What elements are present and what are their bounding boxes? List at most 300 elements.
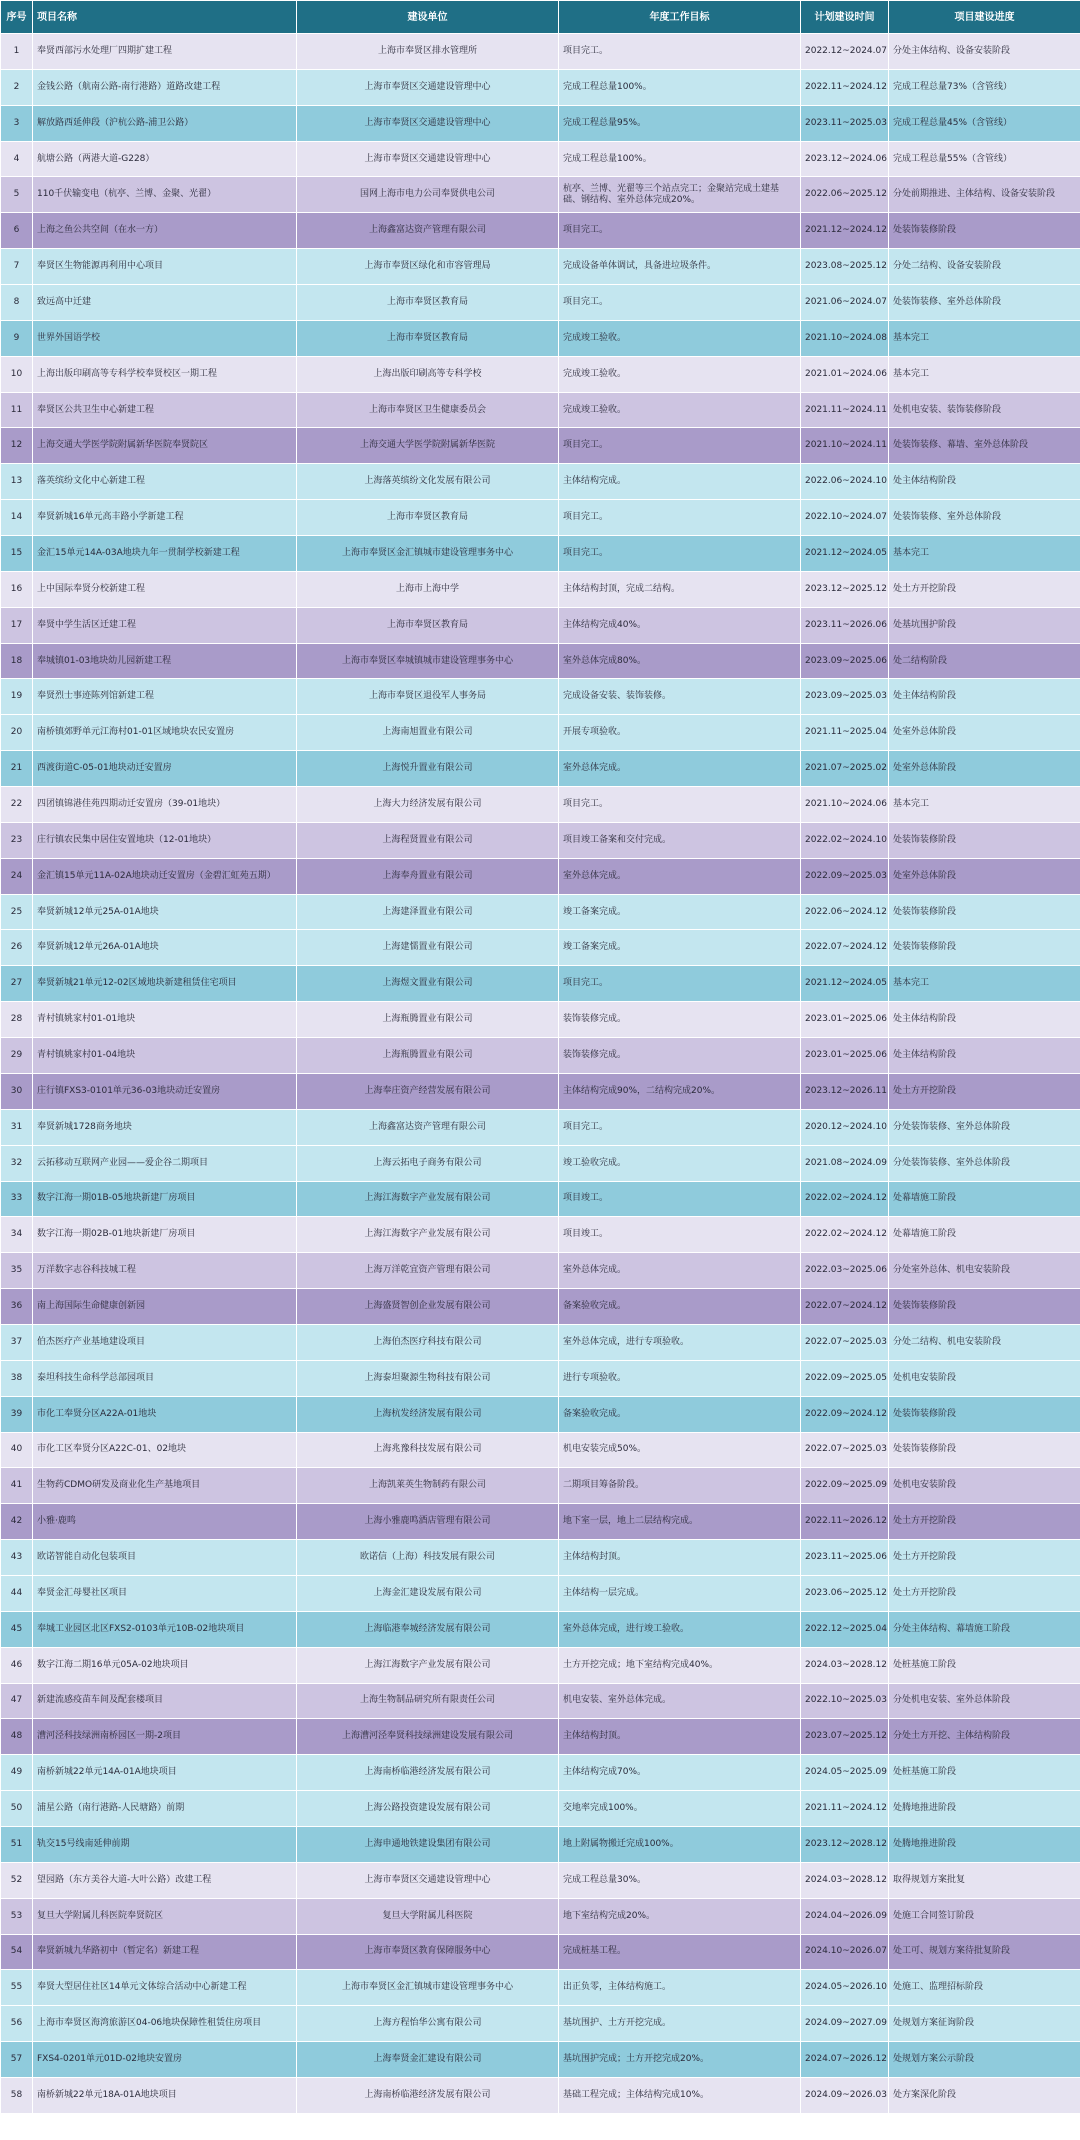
cell-project-name: 奉贤新城12单元25A-01A地块 [33,894,297,930]
table-row [1,607,1080,643]
cell-planned-time: 2022.11~2026.12 [801,1504,889,1540]
table-row [1,930,1080,966]
cell-progress: 分处主体结构、设备安装阶段 [889,34,1080,70]
cell-builder-unit: 上海云拓电子商务有限公司 [297,1145,559,1181]
table-row [1,1826,1080,1862]
cell-builder-unit: 上海市奉贤区交通建设管理中心 [297,105,559,141]
cell-progress: 处装饰装修阶段 [889,930,1080,966]
cell-planned-time: 2024.05~2026.10 [801,1970,889,2006]
cell-project-name: 泰坦科技生命科学总部园项目 [33,1360,297,1396]
cell-progress: 处装饰装修阶段 [889,822,1080,858]
cell-annual-goal: 备案验收完成。 [559,1289,801,1325]
table-row [1,69,1080,105]
cell-planned-time: 2022.09~2024.12 [801,1396,889,1432]
table-row [1,1683,1080,1719]
cell-project-name: 伯杰医疗产业基地建设项目 [33,1324,297,1360]
cell-planned-time: 2023.12~2024.06 [801,141,889,177]
table-row [1,1791,1080,1827]
cell-progress: 处幕墙施工阶段 [889,1217,1080,1253]
cell-planned-time: 2023.09~2025.03 [801,679,889,715]
table-row [1,2006,1080,2042]
cell-planned-time: 2023.01~2025.06 [801,1038,889,1074]
cell-planned-time: 2024.09~2026.03 [801,2077,889,2113]
cell-builder-unit: 上海杭发经济发展有限公司 [297,1396,559,1432]
cell-annual-goal: 地下室结构完成20%。 [559,1898,801,1934]
cell-row-index: 10 [1,356,33,392]
table-row [1,1934,1080,1970]
cell-builder-unit: 上海大力经济发展有限公司 [297,787,559,823]
cell-row-index: 4 [1,141,33,177]
cell-progress: 分处土方开挖、主体结构阶段 [889,1719,1080,1755]
cell-builder-unit: 上海市奉贤区排水管理所 [297,34,559,70]
table-row [1,2077,1080,2113]
cell-annual-goal: 竣工备案完成。 [559,894,801,930]
cell-planned-time: 2023.01~2025.06 [801,1002,889,1038]
cell-progress: 处二结构阶段 [889,643,1080,679]
cell-annual-goal: 主体结构封顶，完成二结构。 [559,571,801,607]
cell-progress: 处规划方案征询阶段 [889,2006,1080,2042]
cell-annual-goal: 基坑围护完成；土方开挖完成20%。 [559,2042,801,2078]
cell-row-index: 13 [1,464,33,500]
table-row [1,1970,1080,2006]
cell-planned-time: 2021.01~2024.06 [801,356,889,392]
cell-builder-unit: 上海市奉贤区金汇镇城市建设管理事务中心 [297,1970,559,2006]
cell-row-index: 36 [1,1289,33,1325]
cell-row-index: 19 [1,679,33,715]
cell-builder-unit: 上海建泽置业有限公司 [297,894,559,930]
cell-builder-unit: 上海鑫富达资产管理有限公司 [297,1109,559,1145]
cell-planned-time: 2023.11~2025.03 [801,105,889,141]
cell-row-index: 53 [1,1898,33,1934]
cell-row-index: 35 [1,1253,33,1289]
table-row [1,536,1080,572]
cell-planned-time: 2024.09~2027.09 [801,2006,889,2042]
cell-builder-unit: 上海金汇建设发展有限公司 [297,1575,559,1611]
cell-planned-time: 2021.10~2024.11 [801,428,889,464]
cell-project-name: 奉贤区生物能源再利用中心项目 [33,249,297,285]
table-row [1,1217,1080,1253]
cell-annual-goal: 室外总体完成。 [559,858,801,894]
cell-annual-goal: 机电安装完成50%。 [559,1432,801,1468]
table-body [1,34,1080,2114]
cell-project-name: 金汇镇15单元11A-02A地块动迁安置房（金碧汇虹苑五期） [33,858,297,894]
cell-annual-goal: 室外总体完成，进行竣工验收。 [559,1611,801,1647]
table-row [1,858,1080,894]
cell-row-index: 12 [1,428,33,464]
cell-builder-unit: 上海生物制品研究所有限责任公司 [297,1683,559,1719]
table-row [1,1253,1080,1289]
cell-planned-time: 2022.06~2025.12 [801,177,889,213]
table-row [1,392,1080,428]
cell-annual-goal: 项目竣工。 [559,1217,801,1253]
cell-progress: 分处装饰装修、室外总体阶段 [889,1109,1080,1145]
cell-planned-time: 2022.02~2024.10 [801,822,889,858]
cell-project-name: 庄行镇FXS3-0101单元36-03地块动迁安置房 [33,1073,297,1109]
cell-annual-goal: 完成设备安装、装饰装修。 [559,679,801,715]
cell-annual-goal: 交地率完成100%。 [559,1791,801,1827]
cell-row-index: 50 [1,1791,33,1827]
cell-project-name: 庄行镇农民集中居住安置地块（12-01地块） [33,822,297,858]
cell-progress: 取得规划方案批复 [889,1862,1080,1898]
cell-project-name: 110千伏输变电（杭亭、兰博、金聚、光翟） [33,177,297,213]
table-row [1,1145,1080,1181]
cell-annual-goal: 二期项目筹备阶段。 [559,1468,801,1504]
cell-progress: 基本完工 [889,320,1080,356]
cell-project-name: 小雅·鹿鸣 [33,1504,297,1540]
cell-row-index: 33 [1,1181,33,1217]
cell-project-name: 奉贤新城21单元12-02区域地块新建租赁住宅项目 [33,966,297,1002]
cell-annual-goal: 完成工程总量30%。 [559,1862,801,1898]
cell-row-index: 30 [1,1073,33,1109]
cell-builder-unit: 欧诺信（上海）科技发展有限公司 [297,1540,559,1576]
cell-annual-goal: 主体结构一层完成。 [559,1575,801,1611]
table-row [1,1504,1080,1540]
cell-project-name: 奉贤中学生活区迁建工程 [33,607,297,643]
cell-row-index: 6 [1,213,33,249]
table-row [1,1360,1080,1396]
cell-annual-goal: 基础工程完成；主体结构完成10%。 [559,2077,801,2113]
cell-row-index: 26 [1,930,33,966]
cell-row-index: 25 [1,894,33,930]
cell-progress: 处主体结构阶段 [889,1002,1080,1038]
cell-annual-goal: 杭亭、兰博、光翟等三个站点完工；金聚站完成土建基础、钢结构、室外总体完成20%。 [559,177,801,213]
cell-builder-unit: 上海奉贤金汇建设有限公司 [297,2042,559,2078]
table-row [1,320,1080,356]
cell-project-name: 金汇15单元14A-03A地块九年一贯制学校新建工程 [33,536,297,572]
table-row [1,1862,1080,1898]
cell-row-index: 28 [1,1002,33,1038]
cell-row-index: 32 [1,1145,33,1181]
cell-builder-unit: 上海泰坦聚源生物科技有限公司 [297,1360,559,1396]
cell-annual-goal: 地上附属物搬迁完成100%。 [559,1826,801,1862]
cell-annual-goal: 完成桩基工程。 [559,1934,801,1970]
table-row [1,715,1080,751]
cell-row-index: 58 [1,2077,33,2113]
cell-builder-unit: 上海万洋乾宜资产管理有限公司 [297,1253,559,1289]
cell-planned-time: 2023.12~2026.11 [801,1073,889,1109]
table-row [1,500,1080,536]
cell-row-index: 24 [1,858,33,894]
cell-planned-time: 2021.11~2024.12 [801,1791,889,1827]
cell-row-index: 14 [1,500,33,536]
table-row [1,213,1080,249]
cell-builder-unit: 上海悦升置业有限公司 [297,751,559,787]
cell-project-name: 落英缤纷文化中心新建工程 [33,464,297,500]
cell-planned-time: 2024.04~2026.09 [801,1898,889,1934]
cell-planned-time: 2023.06~2025.12 [801,1575,889,1611]
cell-builder-unit: 上海交通大学医学院附属新华医院 [297,428,559,464]
table-row [1,1611,1080,1647]
cell-planned-time: 2021.11~2025.04 [801,715,889,751]
table-row [1,966,1080,1002]
cell-row-index: 3 [1,105,33,141]
cell-builder-unit: 上海市奉贤区金汇镇城市建设管理事务中心 [297,536,559,572]
cell-row-index: 31 [1,1109,33,1145]
cell-annual-goal: 项目完工。 [559,966,801,1002]
table-row [1,249,1080,285]
cell-planned-time: 2022.06~2024.12 [801,894,889,930]
cell-progress: 处室外总体阶段 [889,858,1080,894]
cell-progress: 处土方开挖阶段 [889,1073,1080,1109]
cell-progress: 分处室外总体、机电安装阶段 [889,1253,1080,1289]
cell-project-name: 奉贤大型居住社区14单元文体综合活动中心新建工程 [33,1970,297,2006]
cell-project-name: 上海交通大学医学院附属新华医院奉贤院区 [33,428,297,464]
cell-builder-unit: 上海临港奉城经济发展有限公司 [297,1611,559,1647]
table-row [1,1719,1080,1755]
cell-progress: 处主体结构阶段 [889,1038,1080,1074]
cell-project-name: 万洋数字志谷科技城工程 [33,1253,297,1289]
cell-row-index: 42 [1,1504,33,1540]
cell-row-index: 16 [1,571,33,607]
cell-builder-unit: 上海凯莱英生物制药有限公司 [297,1468,559,1504]
cell-progress: 完成工程总量45%（含管线） [889,105,1080,141]
table-row [1,356,1080,392]
cell-progress: 处基坑围护阶段 [889,607,1080,643]
cell-project-name: 西渡街道C-05-01地块动迁安置房 [33,751,297,787]
cell-builder-unit: 复旦大学附属儿科医院 [297,1898,559,1934]
cell-planned-time: 2024.05~2025.09 [801,1755,889,1791]
table-row [1,1898,1080,1934]
cell-planned-time: 2022.07~2025.03 [801,1324,889,1360]
cell-annual-goal: 装饰装修完成。 [559,1002,801,1038]
cell-project-name: 航塘公路（两港大道-G228） [33,141,297,177]
cell-progress: 处装饰装修阶段 [889,894,1080,930]
table-row [1,643,1080,679]
table-row [1,679,1080,715]
cell-annual-goal: 基坑围护、土方开挖完成。 [559,2006,801,2042]
cell-planned-time: 2022.07~2024.12 [801,1289,889,1325]
cell-annual-goal: 完成工程总量100%。 [559,69,801,105]
table-row [1,464,1080,500]
cell-progress: 处装饰装修阶段 [889,213,1080,249]
cell-builder-unit: 上海市奉贤区奉城镇城市建设管理事务中心 [297,643,559,679]
cell-annual-goal: 开展专项验收。 [559,715,801,751]
cell-annual-goal: 完成竣工验收。 [559,392,801,428]
cell-project-name: 复旦大学附属儿科医院奉贤院区 [33,1898,297,1934]
cell-progress: 处施工、监理招标阶段 [889,1970,1080,2006]
cell-annual-goal: 项目竣工备案和交付完成。 [559,822,801,858]
cell-row-index: 11 [1,392,33,428]
table-row [1,285,1080,321]
cell-row-index: 22 [1,787,33,823]
cell-builder-unit: 上海市奉贤区退役军人事务局 [297,679,559,715]
cell-builder-unit: 上海江海数字产业发展有限公司 [297,1647,559,1683]
cell-row-index: 45 [1,1611,33,1647]
cell-progress: 处装饰装修阶段 [889,1396,1080,1432]
cell-row-index: 5 [1,177,33,213]
cell-planned-time: 2023.07~2025.12 [801,1719,889,1755]
cell-project-name: 云拓移动互联网产业园——爱企谷二期项目 [33,1145,297,1181]
cell-planned-time: 2021.07~2025.02 [801,751,889,787]
cell-row-index: 29 [1,1038,33,1074]
cell-project-name: 浦星公路（南行港路-人民塘路）前期 [33,1791,297,1827]
cell-progress: 处机电安装、装饰装修阶段 [889,392,1080,428]
cell-progress: 分处前期推进、主体结构、设备安装阶段 [889,177,1080,213]
table-row [1,1289,1080,1325]
cell-progress: 分处装饰装修、室外总体阶段 [889,1145,1080,1181]
cell-annual-goal: 主体结构封顶。 [559,1719,801,1755]
cell-project-name: 奉城工业园区北区FXS2-0103单元10B-02地块项目 [33,1611,297,1647]
cell-progress: 分处二结构、机电安装阶段 [889,1324,1080,1360]
cell-row-index: 18 [1,643,33,679]
cell-progress: 处土方开挖阶段 [889,571,1080,607]
cell-row-index: 9 [1,320,33,356]
cell-annual-goal: 项目完工。 [559,500,801,536]
cell-builder-unit: 上海落英缤纷文化发展有限公司 [297,464,559,500]
cell-row-index: 21 [1,751,33,787]
table-row [1,1755,1080,1791]
cell-progress: 处方案深化阶段 [889,2077,1080,2113]
cell-project-name: 上海之鱼公共空间（在水一方） [33,213,297,249]
cell-builder-unit: 上海建懦置业有限公司 [297,930,559,966]
cell-builder-unit: 上海小雅鹿鸣酒店管理有限公司 [297,1504,559,1540]
table-row [1,105,1080,141]
cell-project-name: 奉贤新城九华路初中（暂定名）新建工程 [33,1934,297,1970]
cell-progress: 分处机电安装、室外总体阶段 [889,1683,1080,1719]
cell-progress: 处装饰装修、室外总体阶段 [889,500,1080,536]
cell-annual-goal: 项目完工。 [559,428,801,464]
cell-progress: 处机电安装阶段 [889,1360,1080,1396]
cell-builder-unit: 上海奉庄资产经营发展有限公司 [297,1073,559,1109]
cell-progress: 完成工程总量55%（含管线） [889,141,1080,177]
cell-annual-goal: 室外总体完成，进行专项验收。 [559,1324,801,1360]
cell-progress: 处主体结构阶段 [889,464,1080,500]
cell-row-index: 52 [1,1862,33,1898]
table-row [1,822,1080,858]
cell-builder-unit: 上海市奉贤区交通建设管理中心 [297,141,559,177]
cell-row-index: 44 [1,1575,33,1611]
cell-row-index: 1 [1,34,33,70]
cell-project-name: 奉贤西部污水处理厂四期扩建工程 [33,34,297,70]
cell-annual-goal: 完成竣工验收。 [559,320,801,356]
cell-annual-goal: 项目完工。 [559,213,801,249]
table-row [1,177,1080,213]
cell-project-name: 欧诺智能自动化包装项目 [33,1540,297,1576]
cell-annual-goal: 项目完工。 [559,787,801,823]
cell-project-name: 金钱公路（航南公路-南行港路）道路改建工程 [33,69,297,105]
table-row [1,141,1080,177]
cell-builder-unit: 上海伯杰医疗科技有限公司 [297,1324,559,1360]
cell-planned-time: 2022.02~2024.12 [801,1217,889,1253]
cell-builder-unit: 上海南桥临港经济发展有限公司 [297,1755,559,1791]
cell-annual-goal: 项目完工。 [559,34,801,70]
cell-row-index: 27 [1,966,33,1002]
col-header-progress: 项目建设进度 [889,1,1080,34]
table-row [1,1109,1080,1145]
cell-annual-goal: 备案验收完成。 [559,1396,801,1432]
cell-project-name: 青村镇姚家村01-01地块 [33,1002,297,1038]
cell-builder-unit: 上海煜文置业有限公司 [297,966,559,1002]
cell-annual-goal: 项目完工。 [559,1109,801,1145]
cell-planned-time: 2021.12~2024.05 [801,966,889,1002]
cell-annual-goal: 装饰装修完成。 [559,1038,801,1074]
cell-planned-time: 2021.10~2024.08 [801,320,889,356]
cell-project-name: 数字江海一期02B-01地块新建厂房项目 [33,1217,297,1253]
col-header-project-name: 项目名称 [33,1,297,34]
cell-planned-time: 2022.02~2024.12 [801,1181,889,1217]
cell-planned-time: 2021.12~2024.05 [801,536,889,572]
cell-progress: 处规划方案公示阶段 [889,2042,1080,2078]
table-row [1,428,1080,464]
cell-project-name: 南上海国际生命健康创新园 [33,1289,297,1325]
cell-builder-unit: 上海市奉贤区教育保障服务中心 [297,1934,559,1970]
table-row [1,1324,1080,1360]
cell-annual-goal: 主体结构完成40%。 [559,607,801,643]
cell-annual-goal: 主体结构完成。 [559,464,801,500]
cell-builder-unit: 上海瓶腾置业有限公司 [297,1002,559,1038]
cell-row-index: 47 [1,1683,33,1719]
cell-planned-time: 2024.03~2028.12 [801,1647,889,1683]
cell-builder-unit: 上海盛贤智创企业发展有限公司 [297,1289,559,1325]
cell-progress: 处工可、规划方案待批复阶段 [889,1934,1080,1970]
cell-annual-goal: 完成竣工验收。 [559,356,801,392]
cell-builder-unit: 国网上海市电力公司奉贤供电公司 [297,177,559,213]
cell-row-index: 41 [1,1468,33,1504]
cell-row-index: 20 [1,715,33,751]
cell-planned-time: 2022.09~2025.05 [801,1360,889,1396]
cell-progress: 基本完工 [889,966,1080,1002]
table-row [1,894,1080,930]
cell-planned-time: 2021.06~2024.07 [801,285,889,321]
col-header-builder: 建设单位 [297,1,559,34]
cell-row-index: 17 [1,607,33,643]
cell-project-name: 南桥新城22单元14A-01A地块项目 [33,1755,297,1791]
cell-planned-time: 2023.12~2025.12 [801,571,889,607]
cell-project-name: 市化工区奉贤分区A22C-01、02地块 [33,1432,297,1468]
cell-planned-time: 2024.10~2026.07 [801,1934,889,1970]
cell-row-index: 34 [1,1217,33,1253]
cell-planned-time: 2021.10~2024.06 [801,787,889,823]
cell-progress: 处装饰装修、室外总体阶段 [889,285,1080,321]
cell-builder-unit: 上海市奉贤区交通建设管理中心 [297,1862,559,1898]
cell-project-name: 青村镇姚家村01-04地块 [33,1038,297,1074]
cell-planned-time: 2024.07~2026.12 [801,2042,889,2078]
cell-project-name: 四团镇锦港佳苑四期动迁安置房（39-01地块） [33,787,297,823]
cell-project-name: 致远高中迁建 [33,285,297,321]
cell-progress: 完成工程总量73%（含管线） [889,69,1080,105]
cell-builder-unit: 上海公路投资建设发展有限公司 [297,1791,559,1827]
cell-row-index: 43 [1,1540,33,1576]
cell-annual-goal: 出正负零，主体结构施工。 [559,1970,801,2006]
cell-project-name: FXS4-0201单元01D-02地块安置房 [33,2042,297,2078]
cell-annual-goal: 项目完工。 [559,536,801,572]
cell-progress: 处装饰装修阶段 [889,1432,1080,1468]
cell-planned-time: 2021.08~2024.09 [801,1145,889,1181]
cell-progress: 基本完工 [889,536,1080,572]
cell-builder-unit: 上海市奉贤区绿化和市容管理局 [297,249,559,285]
cell-project-name: 数字江海二期16单元05A-02地块项目 [33,1647,297,1683]
cell-annual-goal: 室外总体完成80%。 [559,643,801,679]
cell-progress: 处土方开挖阶段 [889,1504,1080,1540]
cell-planned-time: 2023.08~2025.12 [801,249,889,285]
cell-row-index: 49 [1,1755,33,1791]
cell-builder-unit: 上海市奉贤区教育局 [297,285,559,321]
cell-project-name: 奉贤新城12单元26A-01A地块 [33,930,297,966]
col-header-annual-goal: 年度工作目标 [559,1,801,34]
table-row [1,1468,1080,1504]
cell-annual-goal: 主体结构完成70%。 [559,1755,801,1791]
cell-planned-time: 2023.12~2028.12 [801,1826,889,1862]
table-row [1,1575,1080,1611]
cell-planned-time: 2020.12~2024.10 [801,1109,889,1145]
cell-progress: 基本完工 [889,787,1080,823]
cell-planned-time: 2023.11~2026.06 [801,607,889,643]
cell-row-index: 15 [1,536,33,572]
cell-planned-time: 2022.06~2024.10 [801,464,889,500]
cell-project-name: 漕河泾科技绿洲南桥园区一期-2项目 [33,1719,297,1755]
cell-builder-unit: 上海南桥临港经济发展有限公司 [297,2077,559,2113]
cell-progress: 处桩基施工阶段 [889,1755,1080,1791]
